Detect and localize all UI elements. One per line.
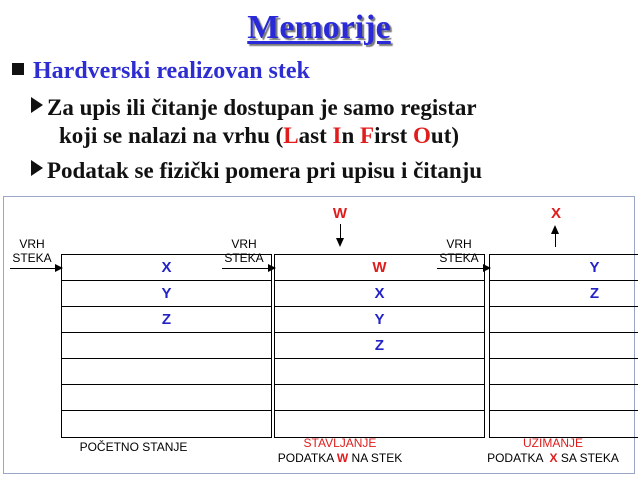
stack-cell: Y: [62, 281, 271, 307]
lifo-text-prefix: koji se nalazi na vrhu (: [59, 123, 284, 148]
stack-cell: X: [275, 281, 484, 307]
lifo-text-irst: irst: [374, 123, 414, 148]
stack-cell: [490, 333, 638, 359]
push-arrowhead-icon: [336, 238, 344, 247]
pointer-label-line2: STEKA: [224, 251, 264, 265]
lifo-text-ut: ut): [430, 123, 460, 148]
stack-cell: [490, 307, 638, 333]
stack-cell: X: [62, 255, 271, 281]
caption-push-key: W: [336, 451, 349, 465]
lifo-text-ast: ast: [298, 123, 333, 148]
stack-cell: [275, 359, 484, 385]
stack-pointer-label: [10, 237, 54, 265]
caption-pop-suffix: SA STEKA: [557, 451, 619, 465]
arrow-bullet-icon: [31, 97, 43, 113]
stack-box: [61, 254, 272, 438]
sub-bullet-1-line1: Za upis ili čitanje dostupan je samo registar: [47, 95, 477, 120]
caption-pop-key: X: [549, 451, 558, 465]
stack-cell: [62, 385, 271, 411]
pointer-label-line1: VRH: [446, 237, 472, 251]
pointer-label-line1: VRH: [19, 237, 45, 251]
stack-box: [489, 254, 638, 438]
stack-cell: Z: [275, 333, 484, 359]
stack-cell: [62, 333, 271, 359]
pointer-label-line2: STEKA: [12, 251, 52, 265]
stack-pointer-arrow-icon: [10, 268, 61, 269]
stack-cell: Z: [490, 281, 638, 307]
stack-cell: W: [275, 255, 484, 281]
incoming-value: W: [332, 205, 348, 222]
caption-pop: [474, 436, 632, 466]
lifo-letter-l: L: [283, 123, 299, 148]
arrow-bullet-icon: [31, 160, 43, 176]
stack-cell: Y: [490, 255, 638, 281]
stack-cell: [62, 359, 271, 385]
sub-bullet-2-text: Podatak se fizički pomera pri upisu i čitanju: [47, 158, 483, 183]
caption-push-line1: STAVLJANJE: [303, 436, 377, 450]
caption-push-prefix: PODATKA: [277, 451, 337, 465]
pop-arrow-icon: [555, 233, 556, 247]
pointer-label-line2: STEKA: [439, 251, 479, 265]
caption-pop-line1: UZIMANJE: [523, 436, 583, 450]
sub-bullet-2: [31, 157, 482, 185]
stack-cell: Z: [62, 307, 271, 333]
stack-pointer-arrow-icon: [437, 268, 489, 269]
lifo-letter-f: F: [360, 123, 375, 148]
stack-cell: [490, 385, 638, 411]
lifo-letter-i: I: [332, 123, 342, 148]
sub-bullet-1-line2: [59, 122, 459, 150]
sub-bullet-1: [31, 94, 477, 122]
stack-cell: [62, 411, 271, 437]
stack-cell: [490, 411, 638, 437]
lifo-text-n: n: [341, 123, 360, 148]
stack-box: [274, 254, 485, 438]
stack-pointer-arrow-icon: [222, 268, 274, 269]
stack-cell: [275, 385, 484, 411]
stack-cell: Y: [275, 307, 484, 333]
caption-push-suffix: NA STEK: [348, 451, 403, 465]
caption-push: [264, 436, 416, 466]
stack-cell: [490, 359, 638, 385]
pointer-label-line1: VRH: [231, 237, 257, 251]
stack-cell: [275, 411, 484, 437]
square-bullet-icon: [12, 63, 24, 75]
caption-pop-prefix: PODATKA: [487, 451, 550, 465]
stack-pointer-label: [437, 237, 481, 265]
outgoing-value: X: [550, 205, 561, 222]
main-bullet-text: Hardverski realizovan stek: [33, 58, 310, 84]
caption-pop-line2: [474, 451, 632, 466]
main-bullet: [12, 57, 310, 85]
slide-title: Memorije: [247, 9, 391, 46]
caption-initial-state: POČETNO STANJE: [79, 440, 188, 454]
stack-pointer-label: [222, 237, 266, 265]
lifo-letter-o: O: [413, 123, 431, 148]
caption-push-line2: [264, 451, 416, 466]
